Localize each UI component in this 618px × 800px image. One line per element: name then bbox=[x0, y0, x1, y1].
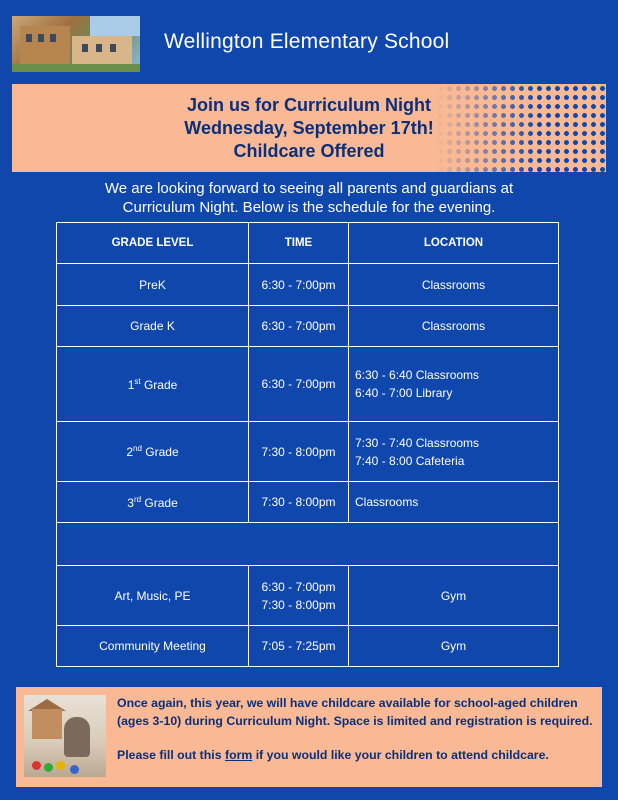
table-row bbox=[57, 626, 559, 667]
dollhouse bbox=[32, 709, 62, 739]
table-row bbox=[57, 422, 559, 482]
grade-number: 1 bbox=[127, 377, 135, 392]
location-line-1: 6:30 - 6:40 Classrooms bbox=[355, 368, 480, 382]
grade-cell: PreK bbox=[57, 264, 249, 306]
header-time: TIME bbox=[249, 223, 349, 264]
time-line-2: 7:30 - 8:00pm bbox=[261, 597, 336, 612]
grade-ordinal: st bbox=[134, 376, 141, 386]
table-row-empty bbox=[57, 523, 559, 566]
grade-cell: Grade K bbox=[57, 306, 249, 347]
event-banner bbox=[12, 84, 606, 172]
schedule-table bbox=[56, 222, 559, 667]
grade-cell bbox=[57, 347, 249, 422]
header-location: LOCATION bbox=[349, 223, 559, 264]
location-line-2: 7:40 - 8:00 Cafeteria bbox=[355, 453, 465, 468]
table-row bbox=[57, 264, 559, 306]
banner-text bbox=[12, 94, 606, 163]
caregiver-figure bbox=[64, 717, 90, 757]
window bbox=[96, 44, 102, 52]
banner-line-1: Join us for Curriculum Night bbox=[186, 95, 431, 115]
grade-ordinal: nd bbox=[133, 444, 142, 453]
table-row bbox=[57, 347, 559, 422]
table-row bbox=[57, 566, 559, 626]
time-cell: 6:30 - 7:00pm bbox=[249, 347, 349, 422]
location-cell: Gym bbox=[349, 566, 559, 626]
location-cell: Classrooms bbox=[349, 306, 559, 347]
location-line-1: 7:30 - 7:40 Classrooms bbox=[355, 435, 480, 450]
grade-number: 3 bbox=[127, 495, 134, 510]
intro-line-2: Curriculum Night. Below is the schedule for the evening. bbox=[122, 199, 496, 216]
grade-suffix: Grade bbox=[141, 445, 179, 459]
table-header-row bbox=[57, 223, 559, 264]
time-cell bbox=[249, 566, 349, 626]
banner-line-3: Childcare Offered bbox=[233, 141, 385, 161]
building-right bbox=[72, 36, 132, 66]
toy-ball bbox=[44, 763, 53, 772]
table-row bbox=[57, 482, 559, 523]
sky bbox=[90, 16, 140, 36]
time-cell: 6:30 - 7:00pm bbox=[249, 264, 349, 306]
location-cell bbox=[349, 422, 559, 482]
school-name: Wellington Elementary School bbox=[164, 30, 450, 53]
toy-ball bbox=[56, 761, 65, 770]
grade-ordinal: rd bbox=[133, 494, 142, 504]
banner-line-2: Wednesday, September 17th! bbox=[184, 118, 434, 138]
form-paragraph bbox=[117, 747, 597, 765]
location-cell: Classrooms bbox=[349, 264, 559, 306]
toy-ball bbox=[70, 765, 79, 774]
childcare-text bbox=[117, 695, 597, 765]
location-line-2: 6:40 - 7:00 Library bbox=[355, 386, 453, 400]
form-text-after: if you would like your children to attend childcare. bbox=[252, 748, 549, 762]
window bbox=[50, 34, 56, 42]
childcare-paragraph: Once again, this year, we will have childcare available for school-aged children (ages 3-10) during Curriculum Night. Space is limited and registration is required. bbox=[117, 696, 593, 728]
childcare-form-link[interactable]: form bbox=[224, 748, 253, 762]
grade-cell bbox=[57, 422, 249, 482]
grade-cell: Community Meeting bbox=[57, 626, 249, 667]
time-line-1: 6:30 - 7:00pm bbox=[261, 579, 336, 594]
childcare-info-box bbox=[16, 687, 602, 787]
empty-cell bbox=[57, 523, 559, 566]
window bbox=[110, 44, 116, 52]
window bbox=[38, 34, 44, 42]
childcare-photo bbox=[24, 695, 106, 777]
window bbox=[82, 44, 88, 52]
location-cell: Gym bbox=[349, 626, 559, 667]
grade-suffix: Grade bbox=[141, 495, 178, 510]
location-cell bbox=[349, 347, 559, 422]
form-text-before: Please fill out this bbox=[117, 748, 225, 762]
time-cell: 7:05 - 7:25pm bbox=[249, 626, 349, 667]
toy-ball bbox=[32, 761, 41, 770]
time-cell: 6:30 - 7:00pm bbox=[249, 306, 349, 347]
school-building-photo bbox=[12, 16, 140, 72]
header-grade-level: GRADE LEVEL bbox=[57, 223, 249, 264]
grade-number: 2 bbox=[126, 445, 134, 459]
table-row bbox=[57, 306, 559, 347]
grade-suffix: Grade bbox=[140, 377, 178, 392]
window bbox=[26, 34, 32, 42]
building-left bbox=[20, 26, 70, 66]
time-cell: 7:30 - 8:00pm bbox=[249, 422, 349, 482]
time-cell: 7:30 - 8:00pm bbox=[249, 482, 349, 523]
intro-line-1: We are looking forward to seeing all parents and guardians at bbox=[104, 180, 514, 197]
location-cell: Classrooms bbox=[349, 482, 559, 523]
lawn bbox=[12, 64, 140, 72]
grade-cell: Art, Music, PE bbox=[57, 566, 249, 626]
intro-text bbox=[0, 179, 618, 217]
grade-cell bbox=[57, 482, 249, 523]
